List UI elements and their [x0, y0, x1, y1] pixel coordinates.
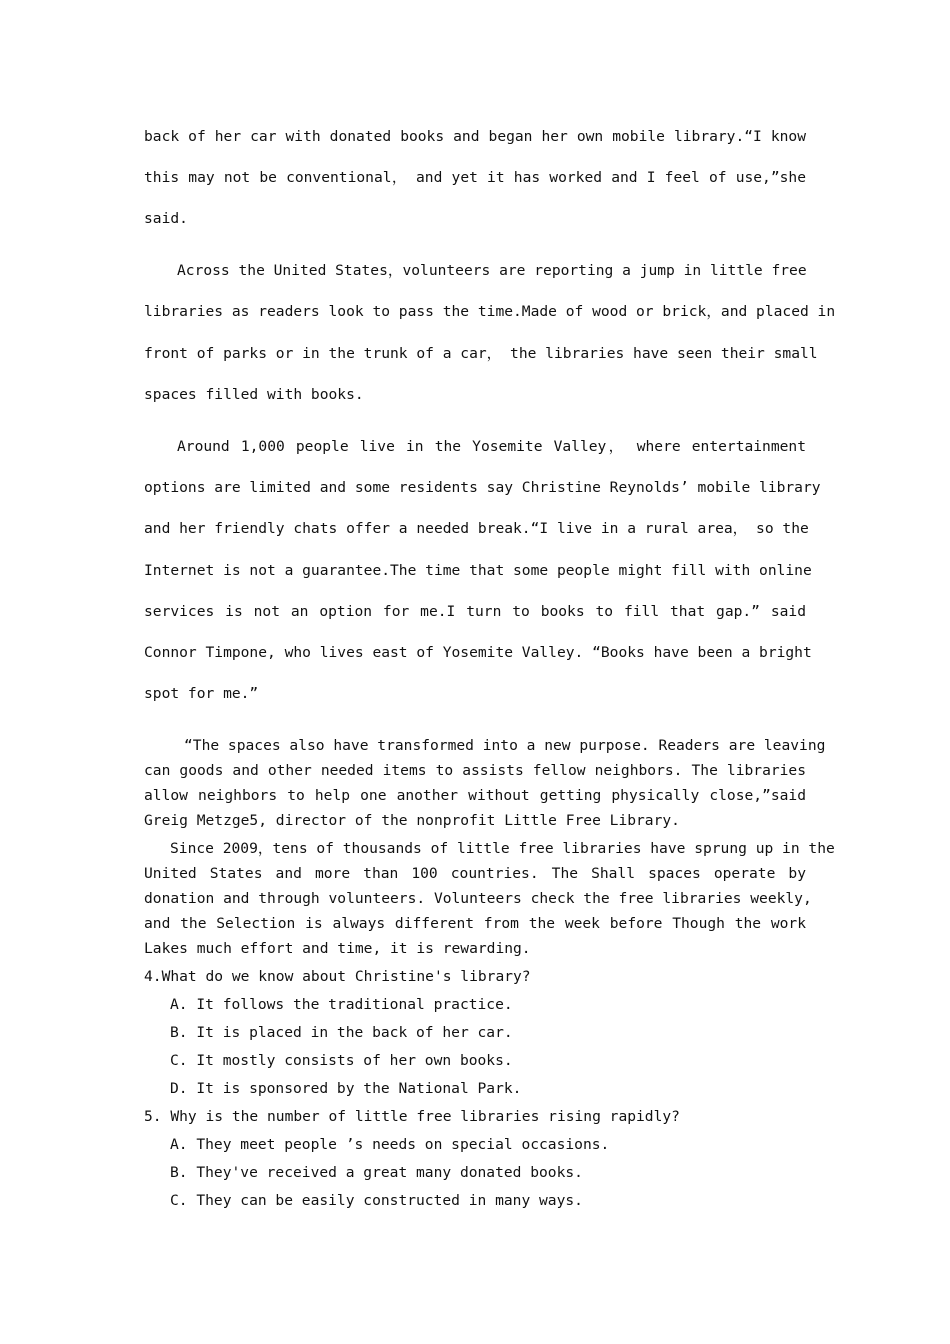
- answer-option: C. It mostly consists of her own books.: [170, 1052, 513, 1069]
- passage-line: Since 2009，tens of thousands of little free libraries have sprung up in the: [170, 840, 835, 857]
- passage-line: “The spaces also have transformed into a new purpose. Readers are leaving: [184, 737, 826, 754]
- answer-option: B. They've received a great many donated books.: [170, 1164, 583, 1181]
- question-stem: 4.What do we know about Christine's library?: [144, 968, 531, 985]
- passage-line: back of her car with donated books and began her own mobile library.“I know: [144, 128, 806, 145]
- passage-line: options are limited and some residents say Christine Reynolds’ mobile library: [144, 479, 821, 496]
- passage-line: spaces filled with books.: [144, 386, 364, 403]
- passage-line: Around 1,000 people live in the Yosemite Valley， where entertainment: [177, 438, 806, 455]
- passage-line: Across the United States，volunteers are reporting a jump in little free: [177, 262, 807, 279]
- passage-line: can goods and other needed items to assists fellow neighbors. The libraries: [144, 762, 806, 779]
- answer-option: D. It is sponsored by the National Park.: [170, 1080, 522, 1097]
- answer-option: C. They can be easily constructed in many ways.: [170, 1192, 583, 1209]
- answer-option: A. They meet people ’s needs on special occasions.: [170, 1136, 610, 1153]
- passage-line: said.: [144, 210, 188, 227]
- passage-line: allow neighbors to help one another without getting physically close,”said: [144, 787, 806, 804]
- passage-line: Internet is not a guarantee.The time that some people might fill with online: [144, 562, 812, 579]
- passage-line: Lakes much effort and time, it is rewarding.: [144, 940, 531, 957]
- passage-line: United States and more than 100 countries. The Shall spaces operate by: [144, 865, 806, 882]
- passage-line: Connor Timpone, who lives east of Yosemite Valley. “Books have been a bright: [144, 644, 812, 661]
- passage-line: spot for me.”: [144, 685, 259, 702]
- passage-line: donation and through volunteers. Volunteers check the free libraries weekly,: [144, 890, 812, 907]
- question-stem: 5. Why is the number of little free libraries rising rapidly?: [144, 1108, 680, 1125]
- answer-option: B. It is placed in the back of her car.: [170, 1024, 513, 1041]
- passage-line: and her friendly chats offer a needed break.“I live in a rural area， so the: [144, 520, 809, 537]
- passage-line: Greig Metzge5, director of the nonprofit Little Free Library.: [144, 812, 680, 829]
- answer-option: A. It follows the traditional practice.: [170, 996, 513, 1013]
- passage-line: this may not be conventional， and yet it has worked and I feel of use,”she: [144, 169, 806, 186]
- passage-line: services is not an option for me.I turn to books to fill that gap.” said: [144, 603, 806, 620]
- passage-line: and the Selection is always different from the week before Though the work: [144, 915, 806, 932]
- passage-line: libraries as readers look to pass the time.Made of wood or brick，and placed in: [144, 303, 836, 320]
- passage-line: front of parks or in the trunk of a car， the libraries have seen their small: [144, 345, 818, 362]
